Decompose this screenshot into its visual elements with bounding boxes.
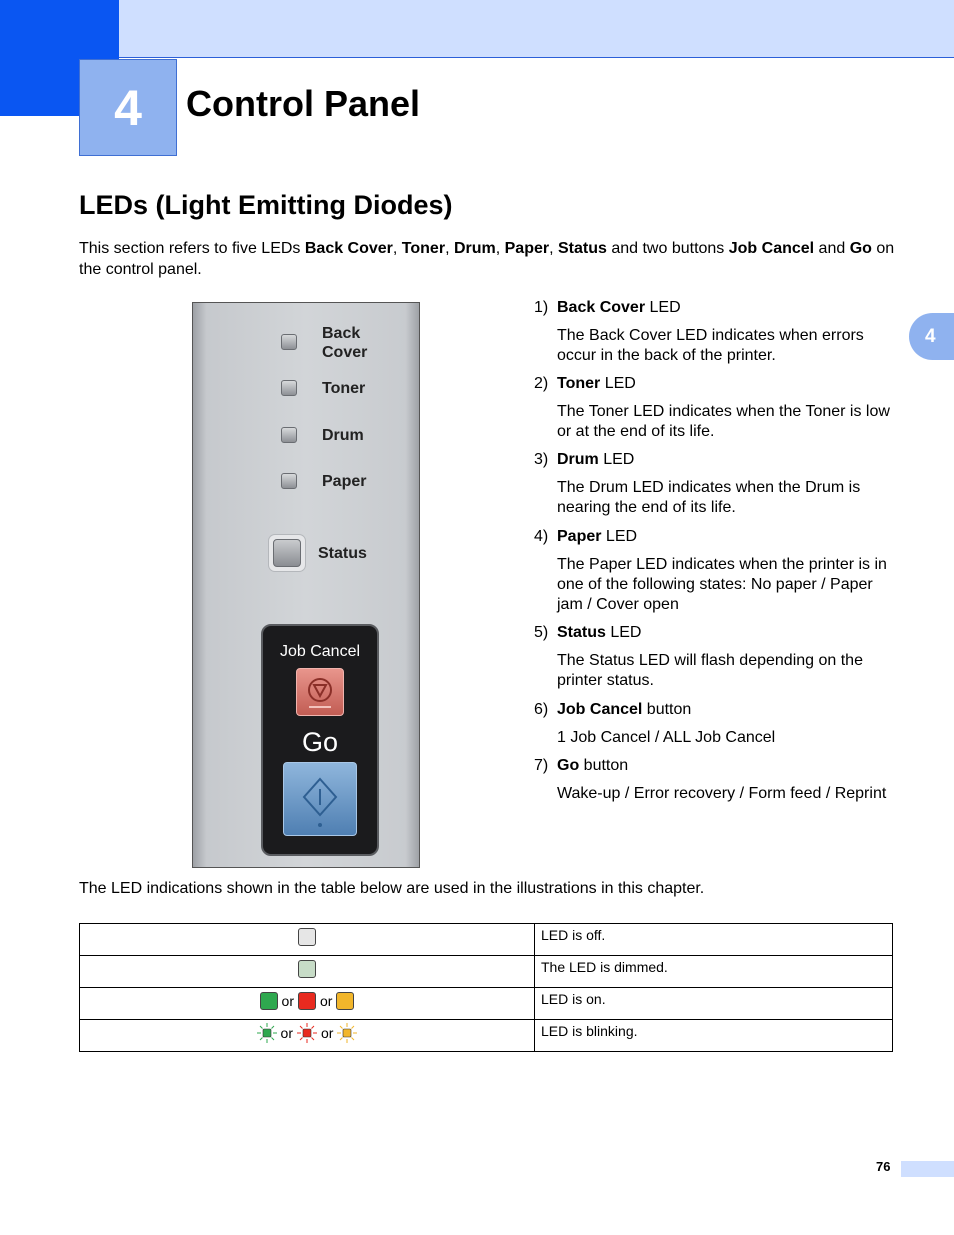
button-area	[261, 624, 379, 856]
list-item-heading: 1) Back Cover LED	[534, 299, 681, 316]
header-band	[0, 0, 954, 58]
table-cell-symbol	[80, 924, 535, 956]
drum-led	[281, 427, 297, 443]
or-text: or	[281, 993, 294, 1009]
section-title: LEDs (Light Emitting Diodes)	[79, 190, 453, 220]
back-cover-label: Back Cover	[322, 325, 368, 361]
go-button	[283, 762, 357, 836]
led-on-red-icon	[298, 992, 316, 1010]
list-item-description: The Back Cover LED indicates when errors occur in the back of the printer.	[557, 327, 864, 364]
table-cell-text: The LED is dimmed.	[535, 956, 893, 988]
list-item-description: The Toner LED indicates when the Toner is low or at the end of its life.	[557, 403, 890, 440]
or-text: or	[320, 993, 333, 1009]
list-item-heading: 3) Drum LED	[534, 451, 635, 468]
or-text: or	[280, 1025, 293, 1041]
led-blinking-red-icon	[297, 1023, 317, 1043]
or-text: or	[321, 1025, 334, 1041]
status-led	[269, 535, 305, 571]
go-diamond-icon	[284, 763, 356, 835]
list-item-heading: 4) Paper LED	[534, 528, 638, 545]
footer-bar	[901, 1161, 954, 1177]
job-cancel-button	[296, 668, 344, 716]
intro-paragraph: This section refers to five LEDs Back Cover, Toner, Drum, Paper, Status and two buttons Job Cancel and Go on the control panel.	[79, 240, 895, 278]
list-item-description: The Drum LED indicates when the Drum is nearing the end of its life.	[557, 479, 861, 516]
toner-label: Toner	[322, 380, 366, 397]
go-label: Go	[301, 727, 339, 757]
table-row	[80, 1020, 893, 1052]
list-item-heading: 6) Job Cancel button	[534, 701, 692, 718]
led-legend-table	[79, 923, 893, 1052]
table-row	[80, 924, 893, 956]
led-on-yellow-icon	[336, 992, 354, 1010]
table-cell-symbol	[80, 956, 535, 988]
led-on-green-icon	[260, 992, 278, 1010]
status-label: Status	[318, 545, 367, 562]
led-dimmed-icon	[298, 960, 316, 978]
chapter-title: Control Panel	[186, 83, 421, 124]
chapter-number: 4	[79, 59, 177, 156]
table-cell-text: LED is off.	[535, 924, 893, 956]
led-blinking-yellow-icon	[337, 1023, 357, 1043]
toner-led	[281, 380, 297, 396]
table-cell-symbol	[80, 1020, 535, 1052]
paper-led	[281, 473, 297, 489]
list-item-description: Wake-up / Error recovery / Form feed / Reprint	[557, 785, 887, 802]
list-item-heading: 5) Status LED	[534, 624, 642, 641]
led-blinking-green-icon	[257, 1023, 277, 1043]
list-item-description: The Status LED will flash depending on the printer status.	[557, 652, 863, 689]
control-panel-illustration	[192, 302, 420, 868]
list-item-heading: 2) Toner LED	[534, 375, 636, 392]
table-cell-text: LED is on.	[535, 988, 893, 1020]
table-row	[80, 988, 893, 1020]
table-cell-text: LED is blinking.	[535, 1020, 893, 1052]
list-item-description: The Paper LED indicates when the printer is in one of the following states: No paper / Paper jam / Cover open	[557, 556, 887, 613]
led-off-icon	[298, 928, 316, 946]
paper-label: Paper	[322, 473, 367, 490]
back-cover-led	[281, 334, 297, 350]
list-item-description: 1 Job Cancel / ALL Job Cancel	[557, 729, 776, 746]
table-cell-symbol	[80, 988, 535, 1020]
job-cancel-label: Job Cancel	[279, 643, 361, 660]
list-item-heading: 7) Go button	[534, 757, 629, 774]
chapter-side-tab[interactable]: 4	[909, 313, 954, 360]
drum-label: Drum	[322, 427, 364, 444]
stop-icon	[297, 669, 343, 715]
table-intro: The LED indications shown in the table below are used in the illustrations in this chapter.	[79, 880, 705, 897]
page-number: 76	[876, 1159, 891, 1174]
table-row	[80, 956, 893, 988]
